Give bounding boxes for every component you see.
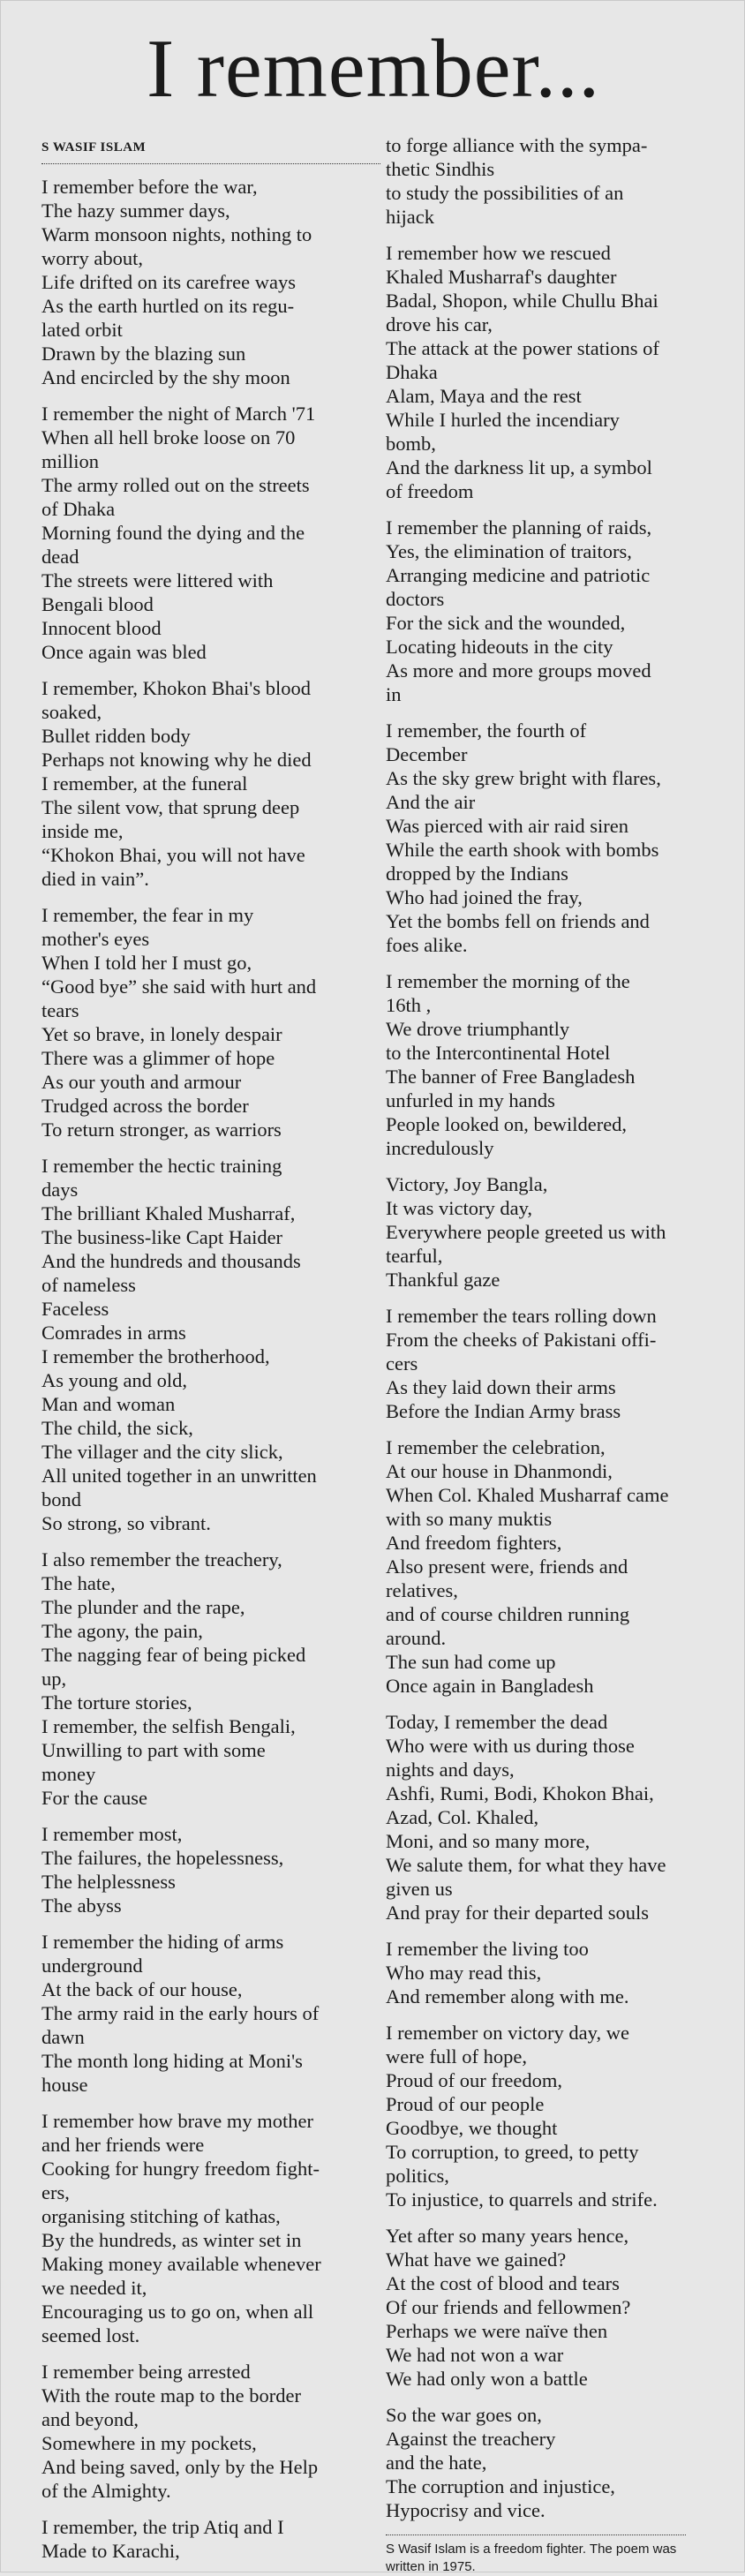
poem-line: and her friends were [41, 2134, 205, 2156]
poem-line: When all hell broke loose on 70 [41, 426, 296, 448]
poem-line: Victory, Joy Bangla, [386, 1173, 548, 1195]
poem-line: Today, I remember the dead [386, 1711, 608, 1733]
poem-line: cers [386, 1352, 418, 1375]
poem-line: “Khokon Bhai, you will not have [41, 844, 305, 866]
poem-line: As the earth hurtled on its regu- [41, 295, 295, 317]
poem-line: The helplessness [41, 1871, 176, 1893]
poem-line: So the war goes on, [386, 2404, 542, 2426]
poem-line: While I hurled the incendiary [386, 409, 620, 431]
poem-line: We had only won a battle [386, 2368, 588, 2390]
poem-line: in [386, 683, 402, 705]
poem-line: Moni, and so many more, [386, 1830, 591, 1852]
poem-line: Hypocrisy and vice. [386, 2499, 546, 2521]
poem-line: The army raid in the early hours of [41, 2002, 320, 2024]
poem-line: The hazy summer days, [41, 200, 230, 222]
poem-line: Faceless [41, 1298, 109, 1320]
poem-line: relatives, [386, 1579, 458, 1601]
poem-line: Yet so brave, in lonely despair [41, 1023, 282, 1045]
stanza [41, 1822, 380, 1917]
poem-line: The attack at the power stations of [386, 337, 659, 359]
poem-line: Of our friends and fellowmen? [386, 2296, 631, 2318]
poem-line: foes alike. [386, 934, 468, 956]
stanza [41, 2515, 380, 2563]
poem-line: bomb, [386, 433, 436, 455]
stanza [386, 241, 721, 503]
poem-line: Goodbye, we thought [386, 2117, 558, 2139]
poem-line: Encouraging us to go on, when all [41, 2301, 314, 2323]
poem-line: Who may read this, [386, 1962, 542, 1984]
poem-line: Proud of our people [386, 2093, 545, 2115]
poem-line: To return stronger, as warriors [41, 1119, 282, 1141]
author-byline: S WASIF ISLAM [41, 139, 380, 164]
poem-line: December [386, 743, 468, 765]
left-stanzas [41, 175, 380, 2563]
poem-line: I remember before the war, [41, 176, 258, 198]
poem-line: unfurled in my hands [386, 1089, 555, 1111]
poem-line: As the sky grew bright with flares, [386, 767, 661, 789]
poem-line: The month long hiding at Moni's [41, 2050, 303, 2072]
poem-line: Dhaka [386, 361, 438, 383]
poem-line: million [41, 450, 100, 472]
poem-line: I remember, the fourth of [386, 719, 587, 742]
right-stanzas [386, 133, 721, 2522]
poem-line: worry about, [41, 247, 143, 269]
poem-line: Once again in Bangladesh [386, 1675, 594, 1697]
poem-line: Bullet ridden body [41, 725, 191, 747]
poem-line: I remember the celebration, [386, 1436, 606, 1458]
stanza [386, 719, 721, 957]
poem-line: I remember how we rescued [386, 242, 611, 264]
poem-title: I remember... [146, 23, 601, 115]
poem-line: People looked on, bewildered, [386, 1113, 628, 1135]
poem-line: money [41, 1763, 96, 1785]
poem-line: As more and more groups moved [386, 659, 651, 682]
poem-line: I remember how brave my mother [41, 2110, 314, 2132]
poem-line: Arranging medicine and patriotic [386, 564, 651, 586]
poem-line: I also remember the treachery, [41, 1548, 282, 1570]
right-column [386, 133, 721, 2576]
stanza [41, 175, 380, 389]
poem-line: Comrades in arms [41, 1322, 186, 1344]
poem-line: Ashfi, Rumi, Bodi, Khokon Bhai, [386, 1782, 654, 1804]
poem-line: Perhaps we were naïve then [386, 2320, 608, 2342]
poem-line: Badal, Shopon, while Chullu Bhai [386, 290, 658, 312]
poem-line: The business-like Capt Haider [41, 1226, 283, 1248]
poem-line: I remember the night of March '71 [41, 403, 316, 425]
poem-line: Everywhere people greeted us with [386, 1221, 666, 1243]
poem-line: organising stitching of kathas, [41, 2205, 281, 2227]
poem-line: With the route map to the border [41, 2384, 302, 2407]
poem-line: And the darkness lit up, a symbol [386, 456, 652, 478]
poem-line: Yet the bombs fell on friends and [386, 910, 650, 932]
poem-line: incredulously [386, 1137, 494, 1159]
poem-line: The army rolled out on the streets [41, 474, 310, 496]
poem-line: To corruption, to greed, to petty [386, 2141, 639, 2163]
poem-line: The banner of Free Bangladesh [386, 1066, 636, 1088]
stanza [41, 676, 380, 891]
poem-line: When I told her I must go, [41, 952, 252, 974]
poem-line: Life drifted on its carefree ways [41, 271, 296, 293]
poem-line: Also present were, friends and [386, 1555, 628, 1578]
poem-line: Cooking for hungry freedom fight- [41, 2158, 320, 2180]
poem-line: When Col. Khaled Musharraf came [386, 1484, 669, 1506]
poem-line: It was victory day, [386, 1197, 532, 1219]
poem-line: The agony, the pain, [41, 1620, 203, 1642]
poem-line: Who had joined the fray, [386, 886, 583, 908]
poem-line: The sun had come up [386, 1651, 556, 1673]
poem-line: hijack [386, 206, 434, 228]
poem-line: Locating hideouts in the city [386, 636, 613, 658]
poem-line: At the cost of blood and tears [386, 2272, 620, 2294]
stanza [41, 1548, 380, 1810]
poem-line: Against the treachery [386, 2428, 556, 2450]
poem-line: I remember most, [41, 1823, 183, 1845]
poem-line: died in vain”. [41, 868, 149, 890]
stanza [386, 2224, 721, 2391]
poem-line: Yet after so many years hence, [386, 2225, 629, 2247]
poem-line: And pray for their departed souls [386, 1902, 650, 1924]
stanza [386, 133, 721, 229]
stanza [386, 969, 721, 1160]
poem-line: And the air [386, 791, 476, 813]
poem-line: and beyond, [41, 2408, 139, 2430]
poem-line: The plunder and the rape, [41, 1596, 245, 1618]
poem-line: days [41, 1179, 79, 1201]
stanza [386, 2403, 721, 2522]
poem-line: of the Almighty. [41, 2480, 171, 2502]
poem-line: I remember, the trip Atiq and I [41, 2516, 284, 2538]
poem-line: underground [41, 1955, 143, 1977]
poem-line: To injustice, to quarrels and strife. [386, 2188, 658, 2211]
poem-line: Man and woman [41, 1393, 176, 1415]
poem-line: The torture stories, [41, 1691, 192, 1714]
stanza [41, 2109, 380, 2347]
poem-line: Bengali blood [41, 593, 154, 615]
poem-line: We salute them, for what they have [386, 1854, 666, 1876]
poem-line: Khaled Musharraf's daughter [386, 266, 617, 288]
poem-line: Somewhere in my pockets, [41, 2432, 257, 2454]
stanza [41, 402, 380, 664]
poem-line: And being saved, only by the Help [41, 2456, 319, 2478]
poem-line: bond [41, 1488, 81, 1510]
poem-line: Making money available whenever [41, 2253, 321, 2275]
poem-line: tears [41, 999, 79, 1021]
poem-line: Perhaps not knowing why he died [41, 749, 312, 771]
poem-line: I remember the hiding of arms [41, 1931, 284, 1953]
stanza [386, 1172, 721, 1292]
poem-line: and the hate, [386, 2452, 487, 2474]
poem-line: were full of hope, [386, 2045, 527, 2068]
poem-line: At our house in Dhanmondi, [386, 1460, 613, 1482]
author-note: S Wasif Islam is a freedom fighter. The poem was written in 1975. [386, 2535, 686, 2576]
poem-line: And encircled by the shy moon [41, 366, 290, 388]
poem-line: we needed it, [41, 2277, 147, 2299]
poem-line: nights and days, [386, 1759, 515, 1781]
poem-line: Drawn by the blazing sun [41, 343, 246, 365]
poem-line: with so many muktis [386, 1508, 553, 1530]
stanza [386, 1937, 721, 2008]
stanza [41, 1930, 380, 2097]
poem-line: of Dhaka [41, 498, 116, 520]
poem-line: And freedom fighters, [386, 1532, 562, 1554]
poem-line: Before the Indian Army brass [386, 1400, 621, 1422]
poem-line: We drove triumphantly [386, 1018, 570, 1040]
poem-line: Once again was bled [41, 641, 207, 663]
poem-line: Proud of our freedom, [386, 2069, 562, 2091]
poem-line: The failures, the hopelessness, [41, 1847, 284, 1869]
poem-line: I remember being arrested [41, 2361, 251, 2383]
poem-line: So strong, so vibrant. [41, 1512, 211, 1534]
poem-line: drove his car, [386, 313, 493, 335]
poem-line: I remember the living too [386, 1938, 589, 1960]
poem-line: I remember the hectic training [41, 1155, 282, 1177]
poem-line: to forge alliance with the sympa- [386, 134, 648, 156]
poem-line: of nameless [41, 1274, 136, 1296]
poem-line: I remember the tears rolling down [386, 1305, 657, 1327]
poem-line: For the sick and the wounded, [386, 612, 626, 634]
poem-line: The child, the sick, [41, 1417, 193, 1439]
poem-line: seemed lost. [41, 2324, 140, 2346]
poem-line: mother's eyes [41, 928, 150, 950]
stanza [41, 1154, 380, 1535]
poem-line: Warm monsoon nights, nothing to [41, 223, 312, 245]
stanza [386, 2021, 721, 2211]
poem-line: As they laid down their arms [386, 1376, 616, 1398]
poem-line: Thankful gaze [386, 1269, 500, 1291]
poem-line: The hate, [41, 1572, 116, 1594]
poem-line: Made to Karachi, [41, 2540, 180, 2562]
poem-line: house [41, 2074, 88, 2096]
stanza [41, 903, 380, 1141]
poem-line: The villager and the city slick, [41, 1441, 283, 1463]
poem-line: All united together in an unwritten [41, 1465, 317, 1487]
poem-line: inside me, [41, 820, 124, 842]
poem-line: The brilliant Khaled Musharraf, [41, 1202, 296, 1224]
poem-line: I remember, at the funeral [41, 772, 248, 795]
poem-line: to study the possibilities of an [386, 182, 624, 204]
poem-line: And the hundreds and thousands [41, 1250, 301, 1272]
poem-line: politics, [386, 2165, 449, 2187]
poem-line: At the back of our house, [41, 1978, 243, 2000]
poem-line: While the earth shook with bombs [386, 839, 659, 861]
stanza [386, 1304, 721, 1423]
poem-line: Was pierced with air raid siren [386, 815, 628, 837]
poem-line: I remember the morning of the [386, 970, 630, 992]
poem-line: As our youth and armour [41, 1071, 242, 1093]
stanza [386, 1435, 721, 1698]
poem-line: doctors [386, 588, 445, 610]
poem-line: Azad, Col. Khaled, [386, 1806, 539, 1828]
poem-line: Unwilling to part with some [41, 1739, 266, 1761]
poem-line: thetic Sindhis [386, 158, 495, 180]
left-column [41, 133, 380, 2575]
poem-line: ers, [41, 2181, 70, 2203]
poem-line: The abyss [41, 1894, 122, 1917]
poem-line: Trudged across the border [41, 1095, 249, 1117]
stanza [386, 1710, 721, 1924]
poem-line: From the cheeks of Pakistani offi- [386, 1329, 657, 1351]
poem-line: Alam, Maya and the rest [386, 385, 582, 407]
poem-line: There was a glimmer of hope [41, 1047, 275, 1069]
poem-line: given us [386, 1878, 453, 1900]
poem-line: And remember along with me. [386, 1985, 629, 2007]
poem-line: “Good bye” she said with hurt and [41, 975, 317, 998]
poem-line: Innocent blood [41, 617, 162, 639]
poem-line: I remember the brotherhood, [41, 1345, 270, 1367]
poem-line: The silent vow, that sprung deep [41, 796, 300, 818]
poem-line: I remember, the fear in my [41, 904, 254, 926]
poem-line: up, [41, 1668, 67, 1690]
poem-line: For the cause [41, 1787, 147, 1809]
poem-line: The corruption and injustice, [386, 2475, 615, 2497]
stanza [41, 2360, 380, 2503]
poem-line: We had not won a war [386, 2344, 564, 2366]
poem-line: and of course children running [386, 1603, 630, 1625]
poem-line: I remember on victory day, we [386, 2022, 629, 2044]
poem-line: Yes, the elimination of traitors, [386, 540, 632, 562]
poem-line: dead [41, 546, 79, 568]
poem-line: soaked, [41, 701, 102, 723]
poem-line: By the hundreds, as winter set in [41, 2229, 302, 2251]
poem-line: I remember, Khokon Bhai's blood [41, 677, 311, 699]
poem-line: The streets were littered with [41, 569, 274, 591]
poem-line: dawn [41, 2026, 85, 2048]
poem-line: of freedom [386, 480, 474, 502]
poem-line: around. [386, 1627, 447, 1649]
poem-line: Who were with us during those [386, 1735, 635, 1757]
poem-line: The nagging fear of being picked [41, 1644, 306, 1666]
poem-line: As young and old, [41, 1369, 187, 1391]
poem-line: I remember, the selfish Bengali, [41, 1715, 296, 1737]
poem-line: 16th , [386, 994, 432, 1016]
poem-line: tearful, [386, 1245, 443, 1267]
poem-line: What have we gained? [386, 2248, 567, 2271]
poem-line: dropped by the Indians [386, 862, 568, 885]
poem-line: I remember the planning of raids, [386, 516, 652, 539]
poem-line: lated orbit [41, 319, 123, 341]
poem-line: to the Intercontinental Hotel [386, 1042, 611, 1064]
poem-line: Morning found the dying and the [41, 522, 305, 544]
stanza [386, 516, 721, 706]
